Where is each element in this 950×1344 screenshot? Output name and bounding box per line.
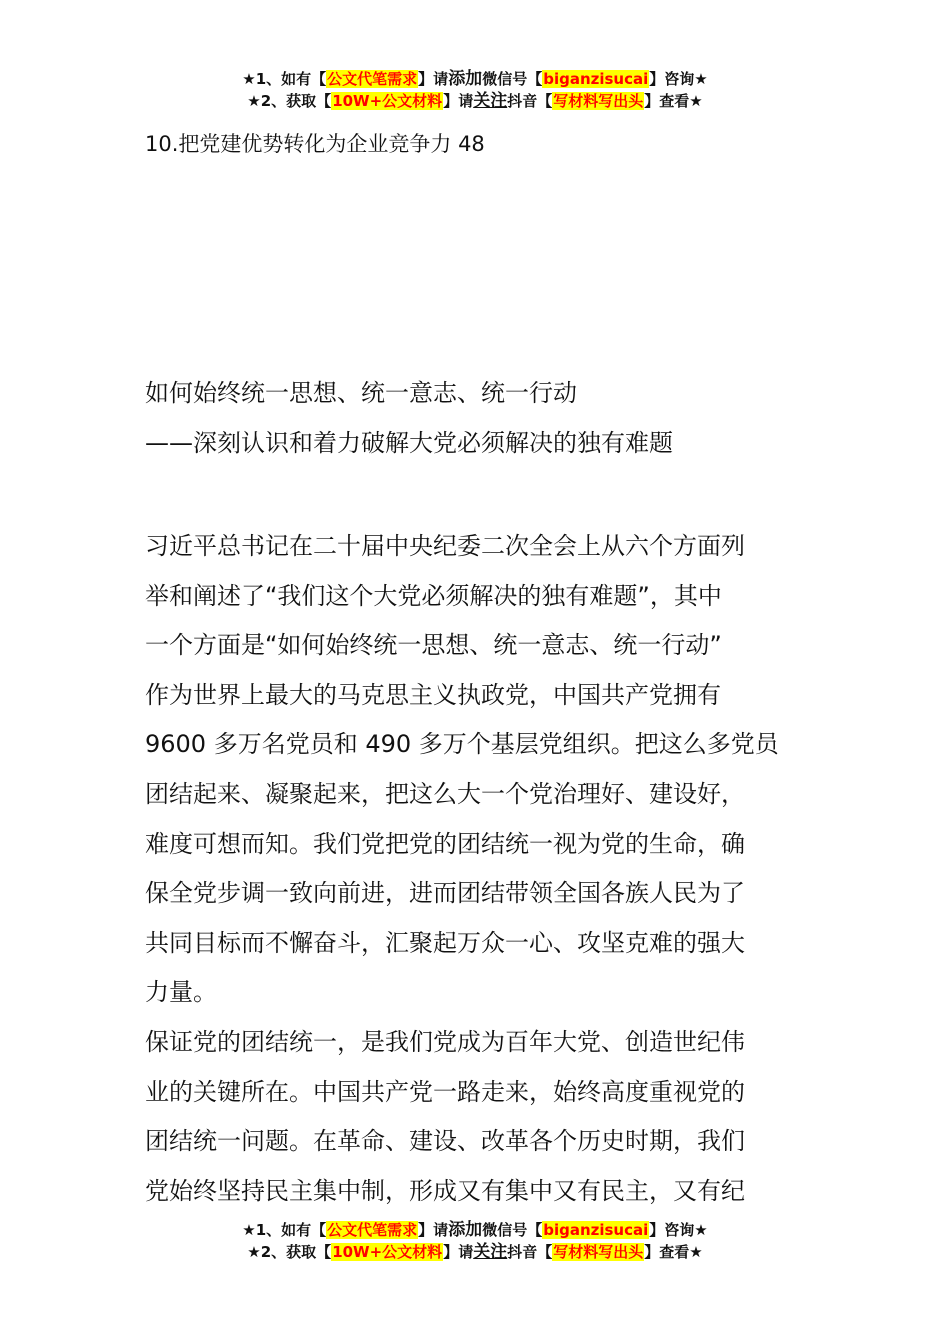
- promo-text: 】请: [418, 1221, 449, 1239]
- promo-line-1: [0, 1219, 950, 1241]
- promo-text: 微信号【: [482, 70, 543, 88]
- promo-text: 抖音【: [507, 92, 553, 110]
- body-line: 作为世界上最大的马克思主义执政党，中国共产党拥有: [145, 680, 721, 709]
- promo-text: 】请: [418, 70, 449, 88]
- promo-emphasis: 关注: [473, 91, 508, 111]
- header-promo-banner: [0, 68, 950, 112]
- body-line: 团结起来、凝聚起来，把这么大一个党治理好、建设好，: [145, 779, 745, 808]
- promo-text: 微信号【: [482, 1221, 543, 1239]
- promo-highlight: 写材料写出头: [553, 92, 644, 110]
- footer-promo-banner: [0, 1219, 950, 1263]
- body-line: 举和阐述了“我们这个大党必须解决的独有难题”，其中: [145, 581, 722, 610]
- promo-text: 】咨询★: [649, 70, 708, 88]
- promo-highlight: 公文代笔需求: [327, 1221, 418, 1239]
- body-line: 一个方面是“如何始终统一思想、统一意志、统一行动”: [145, 631, 722, 660]
- promo-text: 】查看★: [644, 1243, 703, 1261]
- promo-highlight: 写材料写出头: [553, 1243, 644, 1261]
- body-line: 保全党步调一致向前进，进而团结带领全国各族人民为了: [145, 879, 745, 908]
- promo-text: 】查看★: [644, 92, 703, 110]
- article-subtitle: ——深刻认识和着力破解大党必须解决的独有难题: [145, 429, 673, 457]
- toc-entry: 10.把党建优势转化为企业竞争力 48: [145, 132, 485, 156]
- promo-line-1: [0, 68, 950, 90]
- promo-text: 】请: [443, 92, 474, 110]
- promo-text: 】请: [443, 1243, 474, 1261]
- promo-highlight: 公文代笔需求: [327, 70, 418, 88]
- promo-line-2: [0, 90, 950, 112]
- promo-highlight: 10W+公文材料: [332, 92, 443, 110]
- promo-text: ★2、获取【: [247, 92, 332, 110]
- promo-highlight: biganzisucai: [543, 70, 649, 88]
- body-line: 团结统一问题。在革命、建设、改革各个历史时期，我们: [145, 1127, 745, 1156]
- body-line: 习近平总书记在二十届中央纪委二次全会上从六个方面列: [145, 532, 745, 560]
- article-title: 如何始终统一思想、统一意志、统一行动: [145, 379, 577, 407]
- promo-text: 】咨询★: [649, 1221, 708, 1239]
- body-line: 难度可想而知。我们党把党的团结统一视为党的生命，确: [145, 829, 745, 858]
- promo-highlight: biganzisucai: [543, 1221, 649, 1239]
- body-line: 共同目标而不懈奋斗，汇聚起万众一心、攻坚克难的强大: [145, 928, 745, 957]
- body-line: 保证党的团结统一，是我们党成为百年大党、创造世纪伟: [145, 1027, 745, 1056]
- body-line: 9600 多万名党员和 490 多万个基层党组织。把这么多党员: [145, 730, 779, 759]
- promo-emphasis: 添加: [448, 69, 483, 89]
- promo-highlight: 10W+公文材料: [332, 1243, 443, 1261]
- body-line: 党始终坚持民主集中制，形成又有集中又有民主，又有纪: [145, 1176, 745, 1205]
- body-line: 力量。: [145, 978, 217, 1007]
- promo-line-2: [0, 1241, 950, 1263]
- promo-text: ★1、如有【: [242, 1221, 327, 1239]
- promo-emphasis: 添加: [448, 1220, 483, 1240]
- promo-emphasis: 关注: [473, 1242, 508, 1262]
- promo-text: ★1、如有【: [242, 70, 327, 88]
- promo-text: 抖音【: [507, 1243, 553, 1261]
- article-body: [145, 522, 807, 1216]
- body-line: 业的关键所在。中国共产党一路走来，始终高度重视党的: [145, 1077, 745, 1106]
- promo-text: ★2、获取【: [247, 1243, 332, 1261]
